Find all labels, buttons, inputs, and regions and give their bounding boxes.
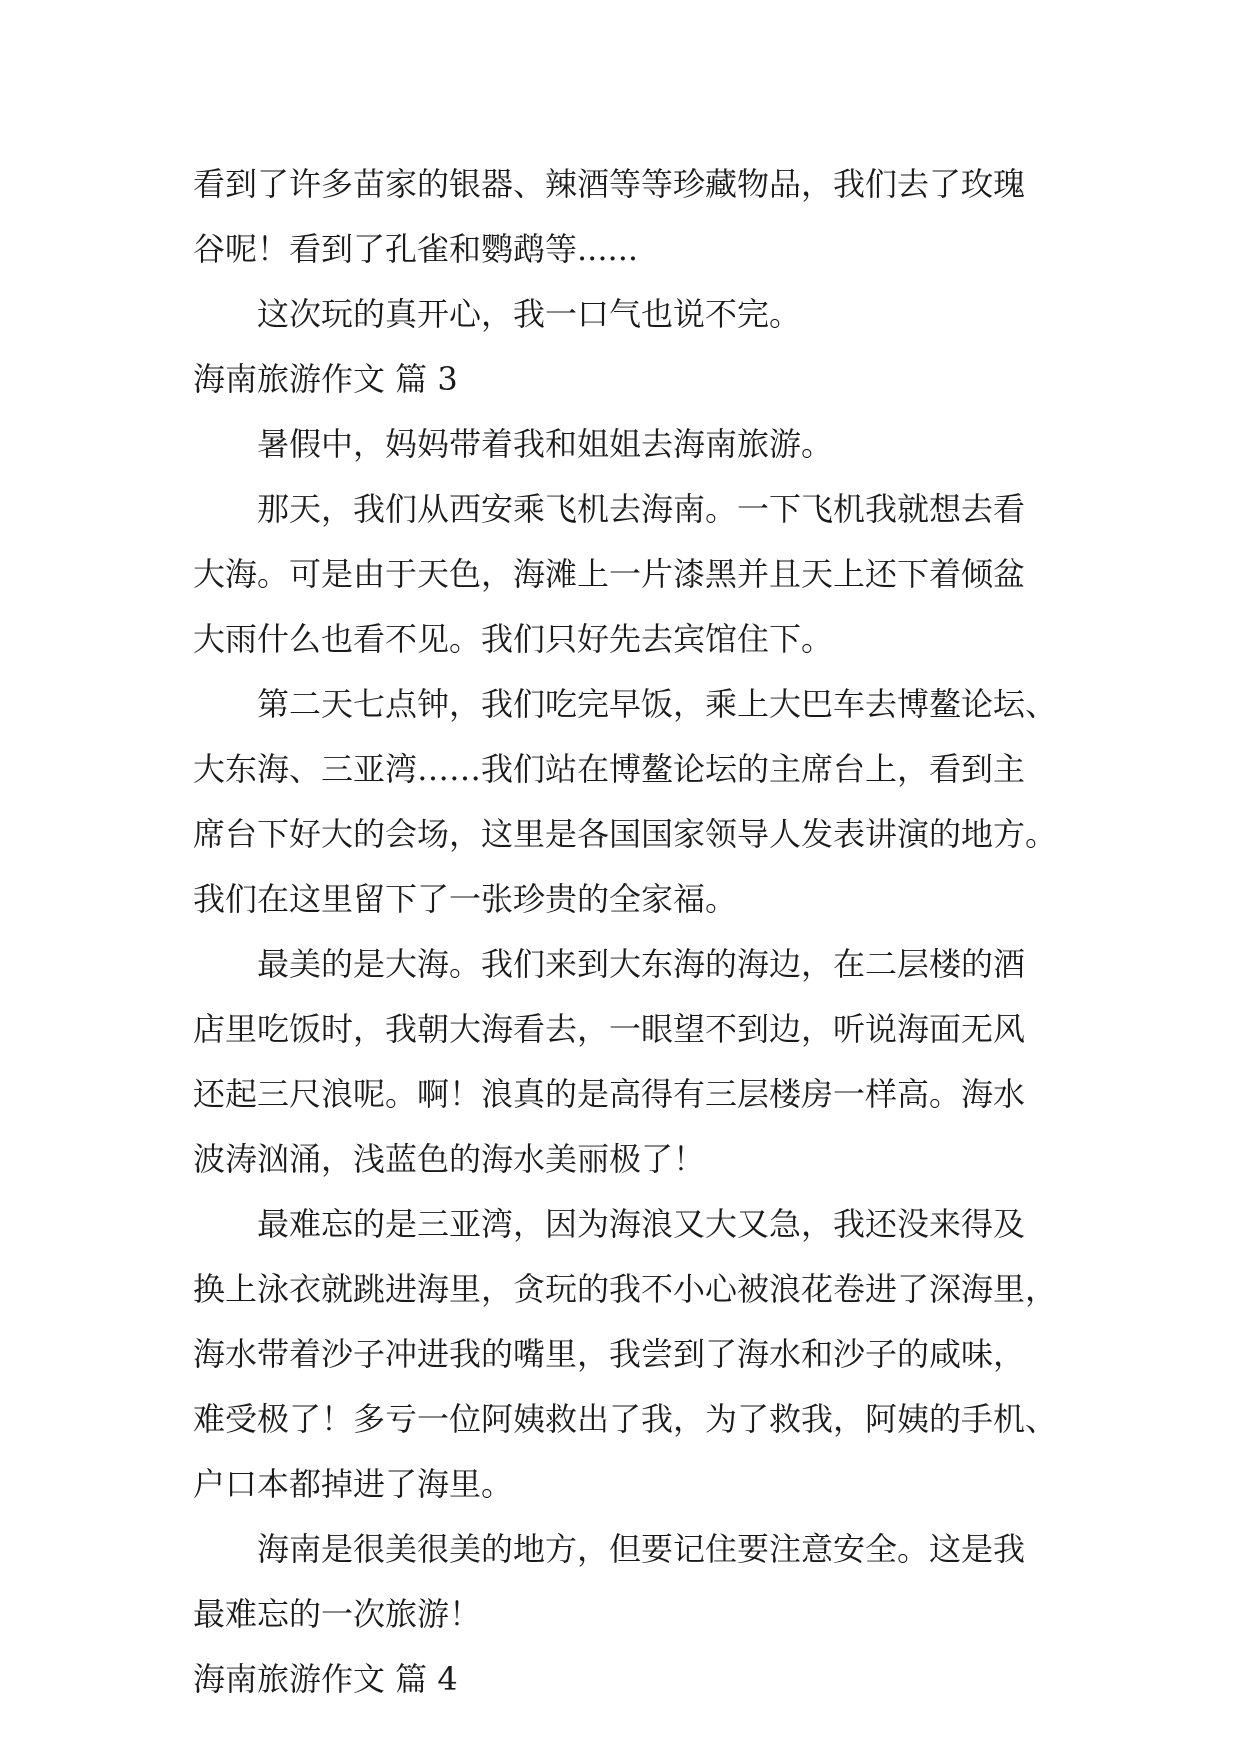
paragraph-line: 大东海、三亚湾……我们站在博鳌论坛的主席台上，看到主: [193, 750, 1026, 788]
paragraph-line: 谷呢！看到了孔雀和鹦鹉等......: [193, 230, 639, 268]
paragraph-line: 户口本都掉进了海里。: [193, 1465, 514, 1503]
paragraph-line: 难受极了！多亏一位阿姨救出了我，为了救我，阿姨的手机、: [193, 1400, 1058, 1438]
paragraph-first-line: 暑假中，妈妈带着我和姐姐去海南旅游。: [257, 425, 834, 463]
paragraph-line: 还起三尺浪呢。啊！浪真的是高得有三层楼房一样高。海水: [193, 1075, 1026, 1113]
paragraph-line: 换上泳衣就跳进海里，贪玩的我不小心被浪花卷进了深海里，: [193, 1270, 1058, 1308]
paragraph-line: 波涛汹涌，浅蓝色的海水美丽极了！: [193, 1140, 706, 1178]
paragraph-line: 海水带着沙子冲进我的嘴里，我尝到了海水和沙子的咸味，: [193, 1335, 1026, 1373]
paragraph-line: 看到了许多苗家的银器、辣酒等等珍藏物品，我们去了玫瑰: [193, 165, 1026, 203]
section-heading: 海南旅游作文 篇 3: [193, 360, 458, 398]
paragraph-first-line: 最难忘的是三亚湾，因为海浪又大又急，我还没来得及: [257, 1205, 1026, 1243]
paragraph-line: 席台下好大的会场，这里是各国国家领导人发表讲演的地方。: [193, 815, 1058, 853]
paragraph-line: 大雨什么也看不见。我们只好先去宾馆住下。: [193, 620, 834, 658]
section-heading: 海南旅游作文 篇 4: [193, 1660, 458, 1698]
paragraph-first-line: 这次玩的真开心，我一口气也说不完。: [257, 295, 802, 333]
paragraph-first-line: 那天，我们从西安乘飞机去海南。一下飞机我就想去看: [257, 490, 1026, 528]
paragraph-line: 最难忘的一次旅游！: [193, 1595, 482, 1633]
document-body: [193, 161, 1063, 1721]
paragraph-line: 我们在这里留下了一张珍贵的全家福。: [193, 880, 738, 918]
paragraph-first-line: 第二天七点钟，我们吃完早饭，乘上大巴车去博鳌论坛、: [257, 685, 1058, 723]
paragraph-first-line: 最美的是大海。我们来到大东海的海边，在二层楼的酒: [257, 945, 1026, 983]
paragraph-first-line: 海南是很美很美的地方，但要记住要注意安全。这是我: [257, 1530, 1026, 1568]
paragraph-line: 店里吃饭时，我朝大海看去，一眼望不到边，听说海面无风: [193, 1010, 1026, 1048]
paragraph-line: 大海。可是由于天色，海滩上一片漆黑并且天上还下着倾盆: [193, 555, 1026, 593]
